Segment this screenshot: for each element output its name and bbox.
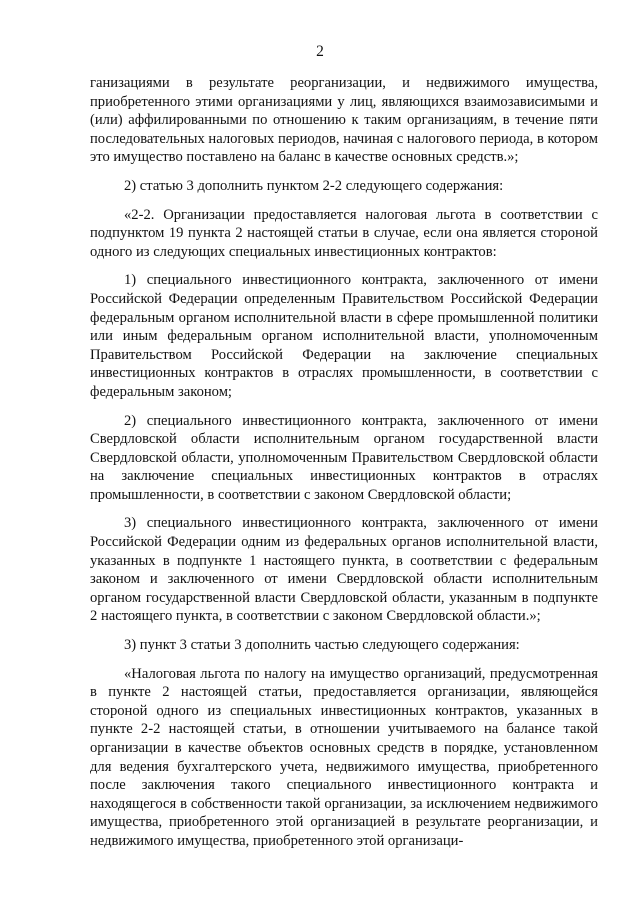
paragraph-subitem-1: 1) специального инвестиционного контракта, заключенного от имени Российской Федерации определенным Правительством Российской Федерации федеральным органом исполнительной власти в сфере промышленной политики или иным федеральным органом исполнительной власти, уполномоченным Правительством Российской Федерации на заключение специальных инвестиционных контрактов в отраслях промышленности, в соответствии с федеральным законом; bbox=[90, 272, 598, 400]
paragraph-item-2: 2) статью 3 дополнить пунктом 2-2 следующего содержания: bbox=[124, 177, 504, 194]
page-number: 2 bbox=[316, 43, 324, 60]
paragraph-item-3: 3) пункт 3 статьи 3 дополнить частью следующего содержания: bbox=[124, 637, 520, 654]
paragraph-clause-2-2: «2-2. Организации предоставляется налоговая льгота в соответствии с подпунктом 19 пункта 2 настоящей статьи в случае, если она является стороной одного из следующих специальных инвестиционных контрактов: bbox=[90, 206, 598, 260]
paragraph-tax-benefit: «Налоговая льгота по налогу на имущество организаций, предусмотренная в пункте 2 настоящей статьи, предоставляется организации, являющейся стороной одного из специальных инвестиционных контрактов, указанных в пункте 2-2 настоящей статьи, в отношении учитываемого на балансе такой организации в качестве объектов основных средств в порядке, установленном для ведения бухгалтерского учета, недвижимого имущества, приобретенного после заключения такого специального инвестиционного контракта и находящегося в собственности такой организации, за исключением недвижимого имущества, приобретенного этой организацией в результате реорганизации, и недвижимого имущества, приобретенного этой организаци- bbox=[90, 665, 598, 849]
paragraph-subitem-3: 3) специального инвестиционного контракта, заключенного от имени Российской Федерации одним из федеральных органов исполнительной власти, указанных в подпункте 1 настоящего пункта, в соответствии с федеральным законом и заключенного от имени Свердловской области исполнительным органом государственной власти Свердловской области, указанным в подпункте 2 настоящего пункта, в соответствии с законом Свердловской области.»; bbox=[90, 515, 598, 625]
body-text bbox=[90, 74, 598, 851]
paragraph-continuation: ганизациями в результате реорганизации, и недвижимого имущества, приобретенного этими организациями у лиц, являющихся взаимозависимыми и (или) аффилированными по отношению к таким организациям, в течение пяти последовательных налоговых периодов, начиная с налогового периода, в котором это имущество поставлено на баланс в качестве основных средств.»; bbox=[90, 75, 598, 166]
paragraph-subitem-2: 2) специального инвестиционного контракта, заключенного от имени Свердловской области исполнительным органом государственной власти Свердловской области, уполномоченным Правительством Свердловской области на заключение специальных инвестиционных контрактов в отраслях промышленности, в соответствии с законом Свердловской области; bbox=[90, 412, 598, 503]
